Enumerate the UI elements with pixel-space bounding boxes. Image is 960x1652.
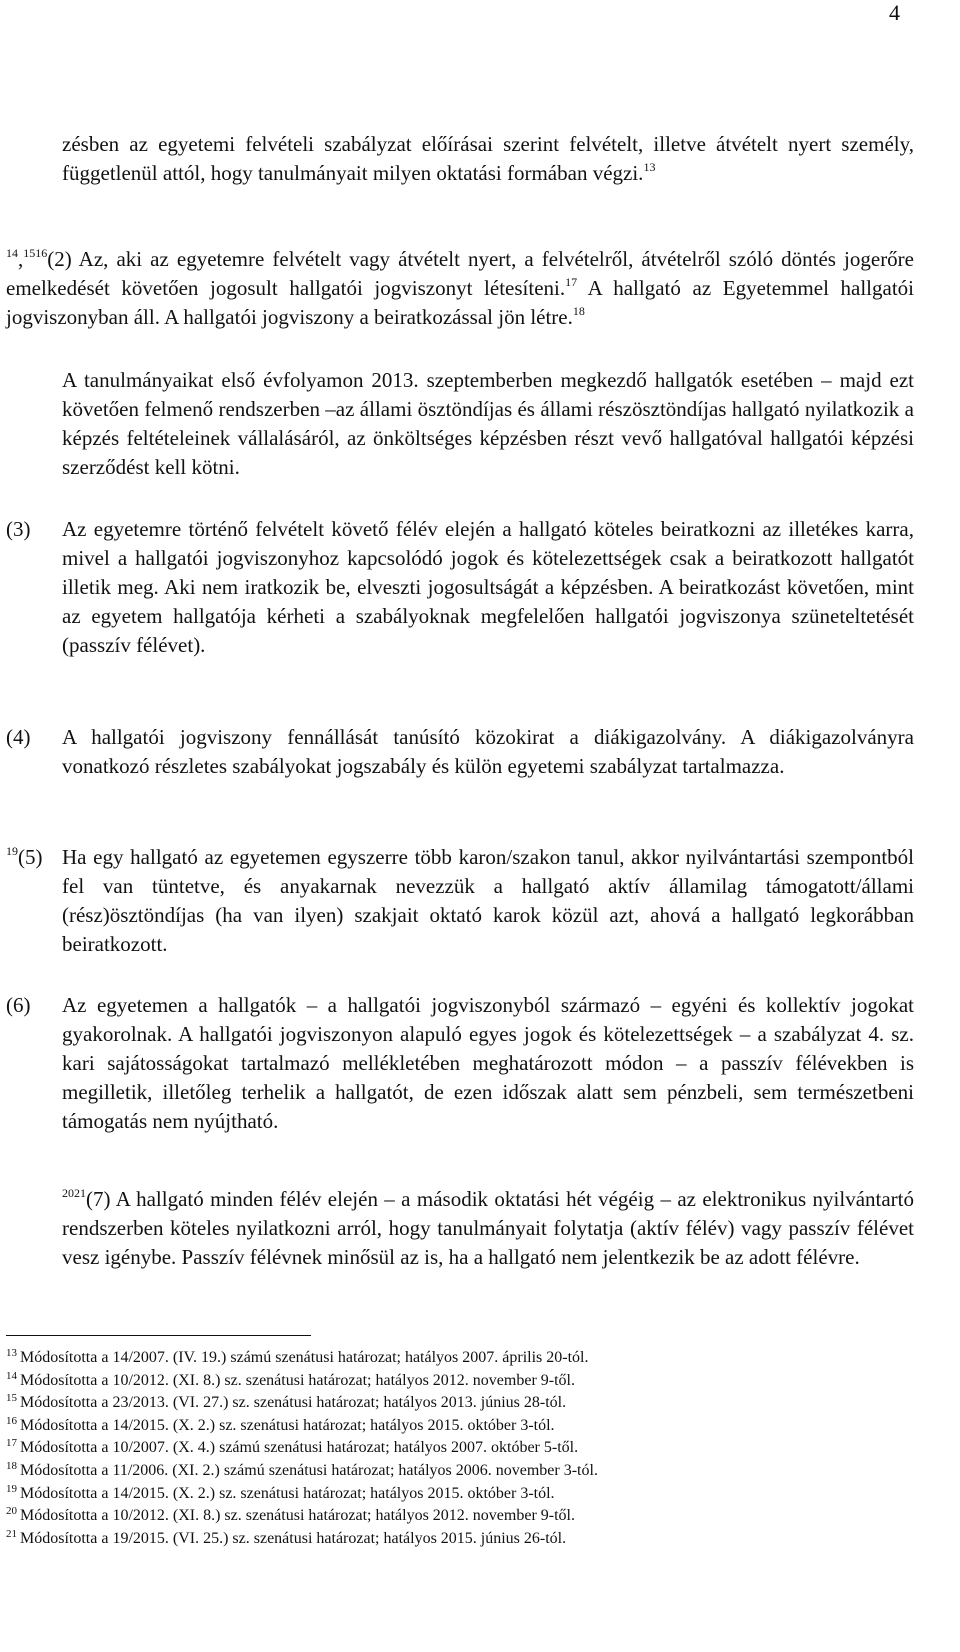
footnote-text: Módosította a 10/2012. (XI. 8.) sz. szenátusi határozat; hatályos 2012. november 9-től. [20, 1371, 575, 1389]
paragraph-6 [62, 991, 914, 1136]
footnote [6, 1483, 916, 1506]
page-number: 4 [889, 0, 900, 25]
paragraph-number: (3) [6, 517, 31, 541]
footnote-number: 17 [6, 1437, 17, 1450]
paragraph-text: Az egyetemre történő felvételt követő félév elején a hallgató köteles beiratkozni az illetékes karra, mivel a hallgatói jogviszonyhoz kapcsolódó jogok és kötelezettségek csak a beiratkozott hallgatót illetik meg. Aki nem iratkozik be, elveszti jogosultságát a képzésben. A beiratkozást követően, mint az egyetem hallgatója kérheti a szabályoknak megfelelően hallgatói jogviszonya szüneteltetését (passzív félévet). [62, 517, 914, 657]
footnote-number: 20 [6, 1505, 17, 1518]
footnotes [6, 1347, 916, 1550]
footnote [6, 1505, 916, 1528]
paragraph-text: Az, aki az egyetemre felvételt vagy átvételt nyert, a felvételről, átvételről szóló döntés jogerőre emelkedését követően jogosult hallgatói jogviszonyt létesíteni. [6, 247, 914, 300]
footnote-text: Módosította a 14/2015. (X. 2.) sz. szenátusi határozat; hatályos 2015. október 3-tól. [20, 1416, 555, 1434]
footnote [6, 1370, 916, 1393]
footnote-number: 21 [6, 1527, 17, 1540]
intro-paragraph [62, 130, 914, 188]
paragraph-2 [6, 245, 914, 332]
paragraph-text: A hallgatói jogviszony fennállását tanúsító közokirat a diákigazolvány. A diákigazolványra vonatkozó részletes szabályokat jogszabály és külön egyetemi szabályzat tartalmazza. [62, 725, 914, 778]
footnote-text: Módosította a 10/2012. (XI. 8.) sz. szenátusi határozat; hatályos 2012. november 9-től. [20, 1507, 575, 1525]
paragraph-text: A hallgató az Egyetemmel hallgatói jogviszonyban áll. A hallgatói jogviszony a beiratkozással jön létre. [6, 276, 915, 329]
paragraph-text: Ha egy hallgató az egyetemen egyszerre több karon/szakon tanul, akkor nyilvántartási szempontból fel van tüntetve, és anyakarnak nevezzük a hallgató aktív államilag támogatott/állami (rész)ösztöndíjas (ha van ilyen) szakjait oktató karok közül azt, ahová a hallgató legkorábban beiratkozott. [62, 845, 914, 956]
footnote-number: 18 [6, 1459, 17, 1472]
paragraph-5 [62, 843, 914, 959]
paragraph-text: A tanulmányaikat első évfolyamon 2013. szeptemberben megkezdő hallgatók esetében – majd ezt követően felmenő rendszerben –az állami ösztöndíjas és állami részösztöndíjas hallgató nyilatkozik a képzés feltételeinek vállalásáról, az önköltséges képzésben részt vevő hallgatóval hallgatói képzési szerződést kell kötni. [62, 368, 914, 479]
footnote-ref: 2021 [62, 1186, 86, 1200]
footnote [6, 1437, 916, 1460]
footnote-ref: 17 [565, 275, 578, 289]
footnote-text: Módosította a 23/2013. (VI. 27.) sz. szenátusi határozat; hatályos 2013. június 28-tól. [20, 1394, 567, 1412]
footnote-number: 14 [6, 1369, 17, 1382]
intro-text: zésben az egyetemi felvételi szabályzat előírásai szerint felvételt, illetve átvételt nyert személy, függetlenül attól, hogy tanulmányait milyen oktatási formában végzi. [62, 132, 914, 185]
paragraph-number: (2) [47, 247, 72, 271]
footnote-ref: 13 [643, 160, 656, 174]
paragraph-4 [62, 723, 914, 781]
footnote-ref: 14 [6, 246, 18, 260]
footnote-ref: 18 [572, 304, 585, 318]
footnote-ref: 1516 [23, 246, 48, 260]
paragraph-number: (6) [6, 993, 31, 1017]
paragraph-3 [62, 515, 914, 660]
paragraph-2-continued [62, 366, 914, 482]
footnote-text: Módosította a 14/2007. (IV. 19.) számú szenátusi határozat; hatályos 2007. április 20-tól. [20, 1349, 589, 1366]
footnote [6, 1347, 916, 1370]
footnote-text: Módosította a 19/2015. (VI. 25.) sz. szenátusi határozat; hatályos 2015. június 26-tól. [20, 1529, 567, 1547]
footnote-text: Módosította a 14/2015. (X. 2.) sz. szenátusi határozat; hatályos 2015. október 3-tól. [20, 1484, 555, 1502]
footnote [6, 1528, 916, 1551]
footnote-number: 16 [6, 1414, 17, 1427]
footnote [6, 1460, 916, 1483]
paragraph-7 [62, 1185, 914, 1272]
paragraph-text: Az egyetemen a hallgatók – a hallgatói jogviszonyból származó – egyéni és kollektív jogokat gyakorolnak. A hallgatói jogviszonyon alapuló egyes jogok és kötelezettségek – a szabályzat 4. sz. kari sajátosságokat tartalmazó mellékletében meghatározott módon – a passzív félévekben is megilletik, illetőleg terhelik a hallgatót, de ezen időszak alatt sem pénzbeli, sem természetbeni támogatás nem nyújtható. [62, 993, 914, 1133]
footnote-number: 13 [6, 1347, 17, 1359]
footnote [6, 1415, 916, 1438]
footnote [6, 1392, 916, 1415]
paragraph-number: (4) [6, 725, 31, 749]
footnote-separator [6, 1335, 311, 1336]
footnote-ref: 19 [6, 844, 18, 858]
footnote-text: Módosította a 11/2006. (XI. 2.) számú szenátusi határozat; hatályos 2006. november 3-tól. [20, 1461, 598, 1479]
paragraph-number: (7) [86, 1187, 111, 1211]
paragraph-number-with-ref: $^{19}$(5) [6, 844, 43, 869]
footnote-number: 19 [6, 1482, 17, 1495]
footnote-text: Módosította a 10/2007. (X. 4.) számú szenátusi határozat; hatályos 2007. október 5-től. [20, 1439, 579, 1457]
paragraph-text: A hallgató minden félév elején – a második oktatási hét végéig – az elektronikus nyilvántartó rendszerben köteles nyilatkozni arról, hogy tanulmányait folytatja (aktív félév) vagy passzív félévet vesz igénybe. Passzív félévnek minősül az is, ha a hallgató nem jelentkezik be az adott félévre. [62, 1187, 914, 1269]
footnote-number: 15 [6, 1392, 17, 1405]
footnote-ref-separator: , [18, 247, 24, 271]
